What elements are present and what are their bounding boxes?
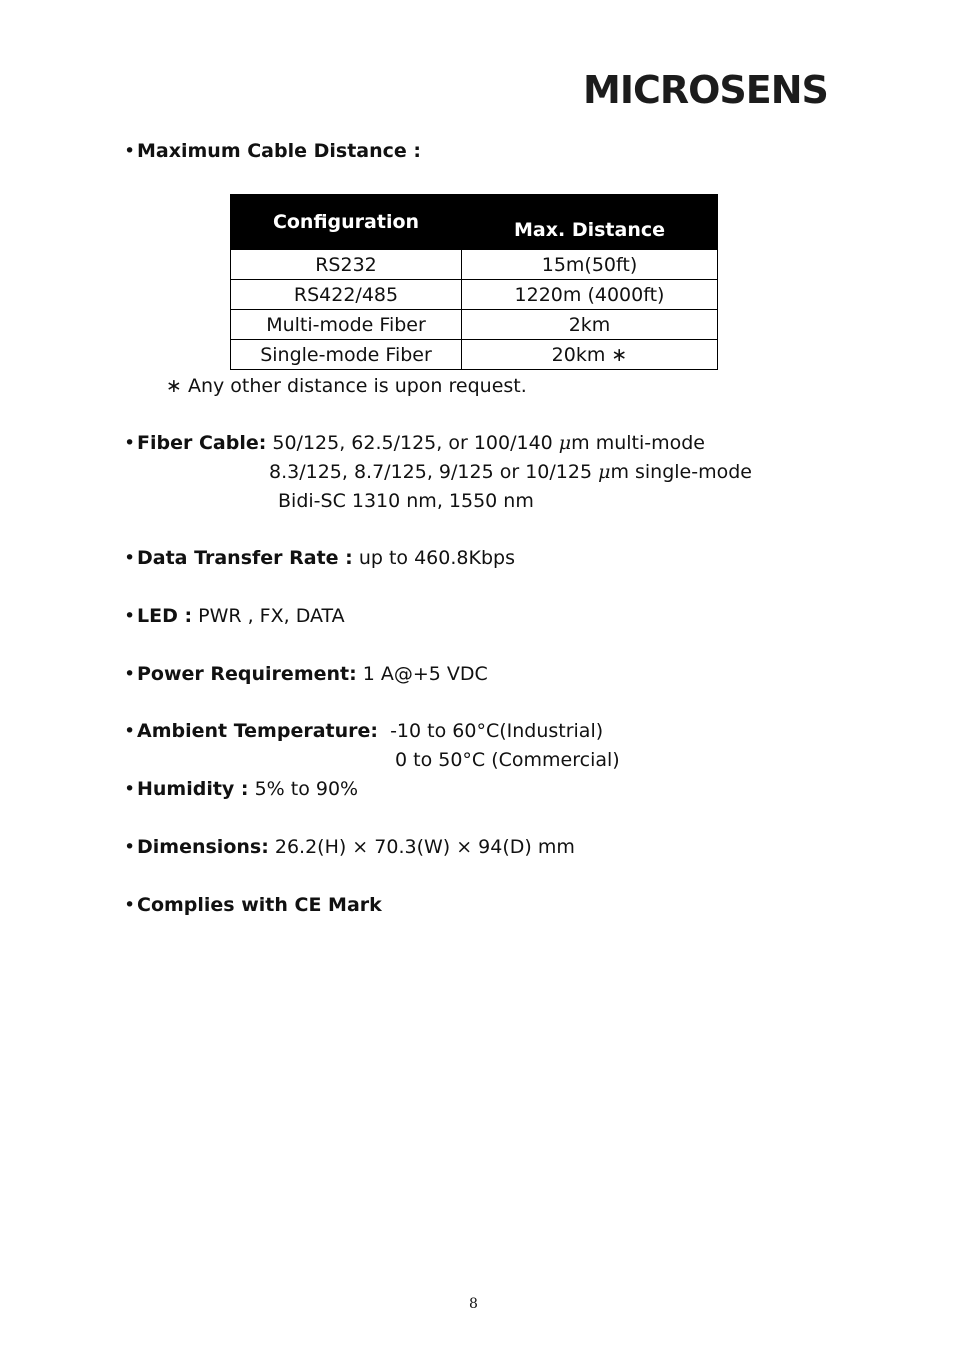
table-cell: Single-mode Fiber xyxy=(231,340,462,370)
dimensions-line xyxy=(124,836,575,858)
dimensions-label: Dimensions: xyxy=(137,836,269,858)
distance-note: ∗ Any other distance is upon request. xyxy=(166,375,527,397)
data-rate-line xyxy=(124,547,515,569)
humidity-value: 5% to 90% xyxy=(248,778,359,800)
ce-label: Complies with CE Mark xyxy=(137,894,382,916)
bullet-icon: • xyxy=(124,778,136,800)
micro-symbol: μ xyxy=(598,461,611,483)
ambient-value1: -10 to 60°C(Industrial) xyxy=(378,720,604,742)
bullet-icon: • xyxy=(124,663,136,685)
data-rate-value: up to 460.8Kbps xyxy=(352,547,515,569)
led-line xyxy=(124,605,345,627)
table-cell: 20km ∗ xyxy=(462,340,718,370)
table-row xyxy=(231,280,718,310)
table-header-row xyxy=(231,195,718,250)
table-row xyxy=(231,250,718,280)
table-cell: 15m(50ft) xyxy=(462,250,718,280)
ambient-line xyxy=(124,720,603,742)
table-cell: 1220m (4000ft) xyxy=(462,280,718,310)
max-cable-label: Maximum Cable Distance : xyxy=(137,140,421,162)
data-rate-label: Data Transfer Rate : xyxy=(137,547,353,569)
led-value: PWR , FX, DATA xyxy=(192,605,345,627)
fiber-line1-a: 50/125, 62.5/125, or 100/140 xyxy=(266,432,559,454)
power-line xyxy=(124,663,488,685)
distance-table xyxy=(230,194,718,370)
dimensions-value: 26.2(H) × 70.3(W) × 94(D) mm xyxy=(268,836,575,858)
bullet-icon: • xyxy=(124,605,136,627)
page-number: 8 xyxy=(469,1296,478,1312)
ambient-label: Ambient Temperature: xyxy=(137,720,378,742)
micro-symbol: μ xyxy=(558,432,572,454)
bullet-icon: • xyxy=(124,140,136,162)
ambient-value2: 0 to 50°C (Commercial) xyxy=(395,749,620,771)
fiber-line1-b: m multi-mode xyxy=(571,432,706,454)
table-cell: 2km xyxy=(462,310,718,340)
table-cell: RS422/485 xyxy=(231,280,462,310)
fiber-cable-line3: Bidi-SC 1310 nm, 1550 nm xyxy=(278,490,534,512)
table-cell: Multi-mode Fiber xyxy=(231,310,462,340)
humidity-line xyxy=(124,778,358,800)
table-cell: RS232 xyxy=(231,250,462,280)
ce-line xyxy=(124,894,382,916)
bullet-icon: • xyxy=(124,836,136,858)
humidity-label: Humidity : xyxy=(137,778,249,800)
microsens-logo: MICROSENS xyxy=(583,68,828,112)
bullet-icon: • xyxy=(124,547,136,569)
max-cable-bullet xyxy=(124,140,421,162)
fiber-cable-line xyxy=(124,432,705,454)
bullet-icon: • xyxy=(124,720,136,742)
fiber-cable-line2 xyxy=(269,461,752,483)
fiber-line2-b: m single-mode xyxy=(610,461,752,483)
power-value: 1 A@+5 VDC xyxy=(356,663,488,685)
bullet-icon: • xyxy=(124,894,136,916)
bullet-icon: • xyxy=(124,432,136,454)
table-row xyxy=(231,310,718,340)
header-max-distance: Max. Distance xyxy=(462,195,718,250)
power-label: Power Requirement: xyxy=(137,663,357,685)
table-row xyxy=(231,340,718,370)
fiber-line2-a: 8.3/125, 8.7/125, 9/125 or 10/125 xyxy=(269,461,599,483)
led-label: LED : xyxy=(137,605,193,627)
header-configuration: Configuration xyxy=(231,195,462,250)
fiber-cable-label: Fiber Cable: xyxy=(137,432,267,454)
